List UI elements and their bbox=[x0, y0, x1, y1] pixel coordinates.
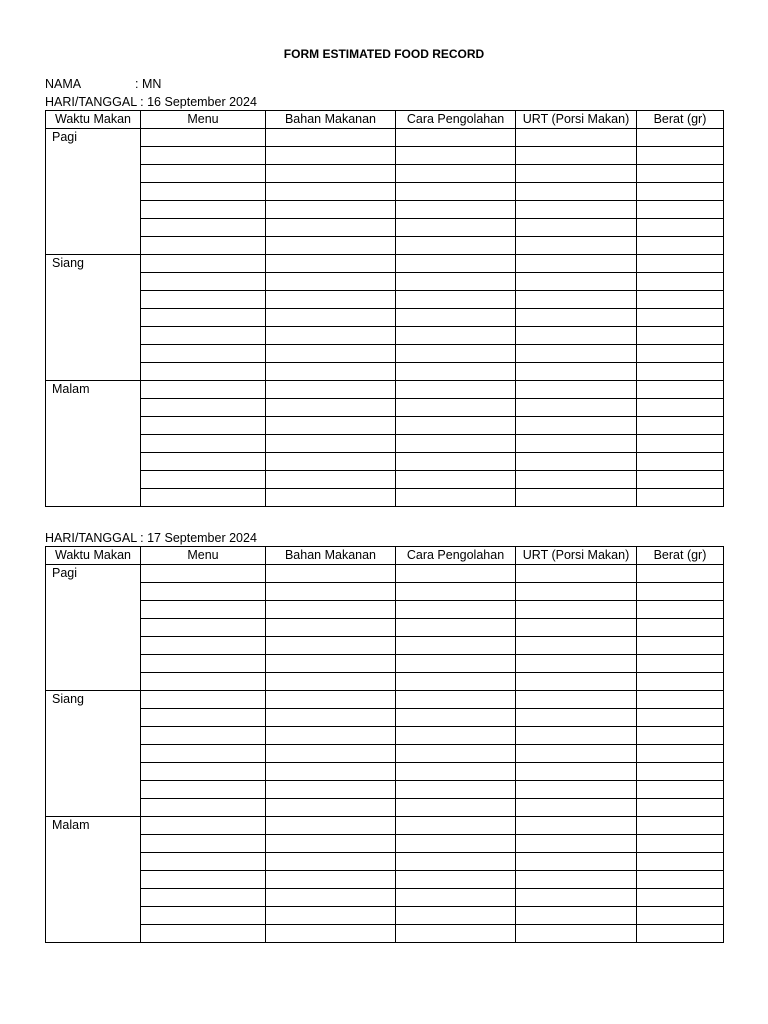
entry-cell[interactable] bbox=[396, 871, 516, 889]
table-row bbox=[46, 583, 724, 601]
entry-cell[interactable] bbox=[141, 345, 266, 363]
entry-cell[interactable] bbox=[141, 853, 266, 871]
entry-cell[interactable] bbox=[396, 435, 516, 453]
entry-cell[interactable] bbox=[396, 799, 516, 817]
entry-cell[interactable] bbox=[637, 583, 724, 601]
entry-cell[interactable] bbox=[516, 763, 637, 781]
entry-cell[interactable] bbox=[141, 835, 266, 853]
entry-cell[interactable] bbox=[516, 237, 637, 255]
entry-cell[interactable] bbox=[396, 399, 516, 417]
table-row bbox=[46, 871, 724, 889]
entry-cell[interactable] bbox=[396, 709, 516, 727]
col-menu: Menu bbox=[141, 111, 266, 129]
entry-cell[interactable] bbox=[516, 673, 637, 691]
entry-cell[interactable] bbox=[396, 601, 516, 619]
entry-cell[interactable] bbox=[637, 763, 724, 781]
entry-cell[interactable] bbox=[141, 273, 266, 291]
table-row bbox=[46, 489, 724, 507]
col-urt: URT (Porsi Makan) bbox=[516, 111, 637, 129]
entry-cell[interactable] bbox=[266, 709, 396, 727]
entry-cell[interactable] bbox=[266, 853, 396, 871]
header-row bbox=[46, 111, 724, 129]
entry-cell[interactable] bbox=[637, 327, 724, 345]
table-row bbox=[46, 907, 724, 925]
entry-cell[interactable] bbox=[396, 237, 516, 255]
entry-cell[interactable] bbox=[396, 255, 516, 273]
entry-cell[interactable] bbox=[396, 925, 516, 943]
name-value: : MN bbox=[135, 77, 162, 91]
entry-cell[interactable] bbox=[637, 673, 724, 691]
entry-cell[interactable] bbox=[396, 489, 516, 507]
entry-cell[interactable] bbox=[516, 853, 637, 871]
entry-cell[interactable] bbox=[141, 565, 266, 583]
entry-cell[interactable] bbox=[637, 853, 724, 871]
entry-cell[interactable] bbox=[141, 489, 266, 507]
entry-cell[interactable] bbox=[637, 655, 724, 673]
entry-cell[interactable] bbox=[266, 327, 396, 345]
table-row bbox=[46, 471, 724, 489]
entry-cell[interactable] bbox=[266, 381, 396, 399]
col-urt: URT (Porsi Makan) bbox=[516, 547, 637, 565]
entry-cell[interactable] bbox=[516, 417, 637, 435]
entry-cell[interactable] bbox=[266, 619, 396, 637]
entry-cell[interactable] bbox=[266, 237, 396, 255]
table-row bbox=[46, 709, 724, 727]
entry-cell[interactable] bbox=[266, 601, 396, 619]
table-row bbox=[46, 565, 724, 583]
entry-cell[interactable] bbox=[141, 255, 266, 273]
entry-cell[interactable] bbox=[637, 255, 724, 273]
table-row bbox=[46, 835, 724, 853]
entry-cell[interactable] bbox=[266, 201, 396, 219]
entry-cell[interactable] bbox=[637, 201, 724, 219]
entry-cell[interactable] bbox=[266, 799, 396, 817]
entry-cell[interactable] bbox=[266, 219, 396, 237]
table-row bbox=[46, 435, 724, 453]
table-row bbox=[46, 799, 724, 817]
entry-cell[interactable] bbox=[141, 435, 266, 453]
entry-cell[interactable] bbox=[141, 601, 266, 619]
table-row bbox=[46, 781, 724, 799]
entry-cell[interactable] bbox=[141, 619, 266, 637]
entry-cell[interactable] bbox=[141, 925, 266, 943]
entry-cell[interactable] bbox=[396, 691, 516, 709]
entry-cell[interactable] bbox=[141, 673, 266, 691]
table-row bbox=[46, 763, 724, 781]
entry-cell[interactable] bbox=[266, 835, 396, 853]
entry-cell[interactable] bbox=[637, 871, 724, 889]
col-menu: Menu bbox=[141, 547, 266, 565]
entry-cell[interactable] bbox=[516, 781, 637, 799]
day-section-2 bbox=[45, 530, 723, 943]
entry-cell[interactable] bbox=[516, 619, 637, 637]
entry-cell[interactable] bbox=[516, 399, 637, 417]
entry-cell[interactable] bbox=[637, 637, 724, 655]
entry-cell[interactable] bbox=[637, 889, 724, 907]
entry-cell[interactable] bbox=[516, 835, 637, 853]
entry-cell[interactable] bbox=[266, 727, 396, 745]
entry-cell[interactable] bbox=[396, 817, 516, 835]
col-waktu-makan: Waktu Makan bbox=[46, 111, 141, 129]
table-row bbox=[46, 655, 724, 673]
entry-cell[interactable] bbox=[141, 363, 266, 381]
meal-time-cell: Malam bbox=[46, 817, 141, 943]
entry-cell[interactable] bbox=[266, 673, 396, 691]
meal-time-cell: Malam bbox=[46, 381, 141, 507]
entry-cell[interactable] bbox=[516, 583, 637, 601]
entry-cell[interactable] bbox=[396, 907, 516, 925]
entry-cell[interactable] bbox=[266, 889, 396, 907]
entry-cell[interactable] bbox=[266, 817, 396, 835]
entry-cell[interactable] bbox=[637, 691, 724, 709]
entry-cell[interactable] bbox=[396, 147, 516, 165]
entry-cell[interactable] bbox=[266, 309, 396, 327]
table-row bbox=[46, 183, 724, 201]
food-record-table bbox=[45, 110, 724, 507]
table-row bbox=[46, 691, 724, 709]
entry-cell[interactable] bbox=[637, 291, 724, 309]
entry-cell[interactable] bbox=[516, 925, 637, 943]
entry-cell[interactable] bbox=[637, 237, 724, 255]
entry-cell[interactable] bbox=[637, 417, 724, 435]
entry-cell[interactable] bbox=[637, 817, 724, 835]
table-row bbox=[46, 673, 724, 691]
entry-cell[interactable] bbox=[396, 655, 516, 673]
entry-cell[interactable] bbox=[516, 637, 637, 655]
entry-cell[interactable] bbox=[266, 691, 396, 709]
entry-cell[interactable] bbox=[516, 381, 637, 399]
entry-cell[interactable] bbox=[396, 129, 516, 147]
col-bahan-makanan: Bahan Makanan bbox=[266, 547, 396, 565]
entry-cell[interactable] bbox=[141, 471, 266, 489]
entry-cell[interactable] bbox=[396, 417, 516, 435]
entry-cell[interactable] bbox=[396, 471, 516, 489]
entry-cell[interactable] bbox=[637, 619, 724, 637]
entry-cell[interactable] bbox=[516, 745, 637, 763]
entry-cell[interactable] bbox=[141, 655, 266, 673]
table-row bbox=[46, 925, 724, 943]
entry-cell[interactable] bbox=[141, 183, 266, 201]
entry-cell[interactable] bbox=[637, 165, 724, 183]
entry-cell[interactable] bbox=[396, 183, 516, 201]
entry-cell[interactable] bbox=[396, 853, 516, 871]
entry-cell[interactable] bbox=[637, 835, 724, 853]
entry-cell[interactable] bbox=[516, 799, 637, 817]
col-bahan-makanan: Bahan Makanan bbox=[266, 111, 396, 129]
entry-cell[interactable] bbox=[637, 799, 724, 817]
entry-cell[interactable] bbox=[516, 817, 637, 835]
entry-cell[interactable] bbox=[266, 471, 396, 489]
entry-cell[interactable] bbox=[637, 565, 724, 583]
entry-cell[interactable] bbox=[141, 583, 266, 601]
entry-cell[interactable] bbox=[266, 291, 396, 309]
col-berat: Berat (gr) bbox=[637, 547, 724, 565]
table-row bbox=[46, 273, 724, 291]
entry-cell[interactable] bbox=[141, 309, 266, 327]
entry-cell[interactable] bbox=[141, 237, 266, 255]
entry-cell[interactable] bbox=[516, 565, 637, 583]
entry-cell[interactable] bbox=[637, 727, 724, 745]
table-row bbox=[46, 637, 724, 655]
entry-cell[interactable] bbox=[266, 763, 396, 781]
name-label: NAMA bbox=[45, 77, 82, 91]
entry-cell[interactable] bbox=[637, 381, 724, 399]
entry-cell[interactable] bbox=[266, 907, 396, 925]
entry-cell[interactable] bbox=[141, 327, 266, 345]
table-row bbox=[46, 165, 724, 183]
table-row bbox=[46, 345, 724, 363]
entry-cell[interactable] bbox=[637, 435, 724, 453]
day-section-1 bbox=[45, 94, 723, 507]
entry-cell[interactable] bbox=[637, 471, 724, 489]
table-row bbox=[46, 853, 724, 871]
entry-cell[interactable] bbox=[396, 727, 516, 745]
entry-cell[interactable] bbox=[396, 637, 516, 655]
entry-cell[interactable] bbox=[637, 363, 724, 381]
entry-cell[interactable] bbox=[141, 691, 266, 709]
table-row bbox=[46, 147, 724, 165]
entry-cell[interactable] bbox=[516, 219, 637, 237]
entry-cell[interactable] bbox=[266, 745, 396, 763]
entry-cell[interactable] bbox=[516, 183, 637, 201]
col-cara-pengolahan: Cara Pengolahan bbox=[396, 111, 516, 129]
entry-cell[interactable] bbox=[266, 147, 396, 165]
entry-cell[interactable] bbox=[516, 255, 637, 273]
meal-time-cell: Siang bbox=[46, 691, 141, 817]
entry-cell[interactable] bbox=[141, 763, 266, 781]
date-line: HARI/TANGGAL : 17 September 2024 bbox=[45, 531, 257, 545]
entry-cell[interactable] bbox=[637, 745, 724, 763]
entry-cell[interactable] bbox=[141, 907, 266, 925]
meal-time-cell: Siang bbox=[46, 255, 141, 381]
entry-cell[interactable] bbox=[637, 907, 724, 925]
table-row bbox=[46, 201, 724, 219]
entry-cell[interactable] bbox=[266, 255, 396, 273]
entry-cell[interactable] bbox=[637, 129, 724, 147]
table-row bbox=[46, 817, 724, 835]
table-row bbox=[46, 255, 724, 273]
entry-cell[interactable] bbox=[516, 709, 637, 727]
entry-cell[interactable] bbox=[141, 399, 266, 417]
entry-cell[interactable] bbox=[637, 489, 724, 507]
entry-cell[interactable] bbox=[637, 601, 724, 619]
entry-cell[interactable] bbox=[637, 219, 724, 237]
col-waktu-makan: Waktu Makan bbox=[46, 547, 141, 565]
entry-cell[interactable] bbox=[516, 273, 637, 291]
entry-cell[interactable] bbox=[396, 745, 516, 763]
entry-cell[interactable] bbox=[266, 583, 396, 601]
entry-cell[interactable] bbox=[266, 781, 396, 799]
entry-cell[interactable] bbox=[141, 745, 266, 763]
entry-cell[interactable] bbox=[266, 129, 396, 147]
entry-cell[interactable] bbox=[141, 219, 266, 237]
entry-cell[interactable] bbox=[266, 565, 396, 583]
entry-cell[interactable] bbox=[141, 129, 266, 147]
col-berat: Berat (gr) bbox=[637, 111, 724, 129]
entry-cell[interactable] bbox=[396, 453, 516, 471]
entry-cell[interactable] bbox=[141, 291, 266, 309]
entry-cell[interactable] bbox=[396, 781, 516, 799]
entry-cell[interactable] bbox=[141, 727, 266, 745]
entry-cell[interactable] bbox=[637, 309, 724, 327]
entry-cell[interactable] bbox=[141, 381, 266, 399]
entry-cell[interactable] bbox=[266, 489, 396, 507]
entry-cell[interactable] bbox=[266, 871, 396, 889]
entry-cell[interactable] bbox=[141, 799, 266, 817]
entry-cell[interactable] bbox=[516, 327, 637, 345]
entry-cell[interactable] bbox=[516, 165, 637, 183]
entry-cell[interactable] bbox=[396, 619, 516, 637]
entry-cell[interactable] bbox=[516, 889, 637, 907]
entry-cell[interactable] bbox=[516, 129, 637, 147]
entry-cell[interactable] bbox=[141, 637, 266, 655]
entry-cell[interactable] bbox=[266, 345, 396, 363]
entry-cell[interactable] bbox=[637, 453, 724, 471]
entry-cell[interactable] bbox=[396, 201, 516, 219]
entry-cell[interactable] bbox=[637, 183, 724, 201]
entry-cell[interactable] bbox=[141, 889, 266, 907]
entry-cell[interactable] bbox=[396, 345, 516, 363]
entry-cell[interactable] bbox=[396, 273, 516, 291]
table-row bbox=[46, 417, 724, 435]
entry-cell[interactable] bbox=[141, 201, 266, 219]
entry-cell[interactable] bbox=[266, 637, 396, 655]
entry-cell[interactable] bbox=[516, 601, 637, 619]
entry-cell[interactable] bbox=[266, 655, 396, 673]
table-row bbox=[46, 237, 724, 255]
entry-cell[interactable] bbox=[396, 291, 516, 309]
form-title: FORM ESTIMATED FOOD RECORD bbox=[283, 47, 485, 61]
entry-cell[interactable] bbox=[516, 453, 637, 471]
entry-cell[interactable] bbox=[516, 201, 637, 219]
table-row bbox=[46, 129, 724, 147]
entry-cell[interactable] bbox=[396, 673, 516, 691]
table-row bbox=[46, 309, 724, 327]
entry-cell[interactable] bbox=[141, 781, 266, 799]
table-row bbox=[46, 619, 724, 637]
entry-cell[interactable] bbox=[396, 363, 516, 381]
entry-cell[interactable] bbox=[396, 565, 516, 583]
entry-cell[interactable] bbox=[141, 165, 266, 183]
entry-cell[interactable] bbox=[266, 273, 396, 291]
entry-cell[interactable] bbox=[141, 417, 266, 435]
entry-cell[interactable] bbox=[266, 453, 396, 471]
meal-time-cell: Pagi bbox=[46, 129, 141, 255]
entry-cell[interactable] bbox=[637, 399, 724, 417]
entry-cell[interactable] bbox=[516, 691, 637, 709]
entry-cell[interactable] bbox=[396, 583, 516, 601]
table-row bbox=[46, 453, 724, 471]
entry-cell[interactable] bbox=[396, 381, 516, 399]
entry-cell[interactable] bbox=[516, 907, 637, 925]
entry-cell[interactable] bbox=[396, 835, 516, 853]
entry-cell[interactable] bbox=[396, 309, 516, 327]
entry-cell[interactable] bbox=[396, 219, 516, 237]
entry-cell[interactable] bbox=[396, 889, 516, 907]
entry-cell[interactable] bbox=[516, 727, 637, 745]
table-row bbox=[46, 327, 724, 345]
col-cara-pengolahan: Cara Pengolahan bbox=[396, 547, 516, 565]
date-line: HARI/TANGGAL : 16 September 2024 bbox=[45, 95, 257, 109]
header-row bbox=[46, 547, 724, 565]
table-row bbox=[46, 727, 724, 745]
entry-cell[interactable] bbox=[266, 165, 396, 183]
entry-cell[interactable] bbox=[637, 925, 724, 943]
entry-cell[interactable] bbox=[516, 655, 637, 673]
entry-cell[interactable] bbox=[266, 925, 396, 943]
entry-cell[interactable] bbox=[266, 435, 396, 453]
table-row bbox=[46, 399, 724, 417]
entry-cell[interactable] bbox=[516, 309, 637, 327]
entry-cell[interactable] bbox=[516, 345, 637, 363]
entry-cell[interactable] bbox=[516, 489, 637, 507]
entry-cell[interactable] bbox=[141, 709, 266, 727]
table-row bbox=[46, 381, 724, 399]
entry-cell[interactable] bbox=[141, 817, 266, 835]
entry-cell[interactable] bbox=[266, 417, 396, 435]
table-row bbox=[46, 363, 724, 381]
entry-cell[interactable] bbox=[637, 345, 724, 363]
entry-cell[interactable] bbox=[516, 871, 637, 889]
entry-cell[interactable] bbox=[396, 763, 516, 781]
entry-cell[interactable] bbox=[637, 781, 724, 799]
entry-cell[interactable] bbox=[637, 147, 724, 165]
food-record-table bbox=[45, 546, 724, 943]
table-row bbox=[46, 745, 724, 763]
entry-cell[interactable] bbox=[516, 291, 637, 309]
entry-cell[interactable] bbox=[396, 165, 516, 183]
entry-cell[interactable] bbox=[516, 147, 637, 165]
entry-cell[interactable] bbox=[396, 327, 516, 345]
entry-cell[interactable] bbox=[266, 399, 396, 417]
table-row bbox=[46, 219, 724, 237]
entry-cell[interactable] bbox=[516, 363, 637, 381]
entry-cell[interactable] bbox=[637, 273, 724, 291]
entry-cell[interactable] bbox=[516, 435, 637, 453]
entry-cell[interactable] bbox=[141, 871, 266, 889]
table-row bbox=[46, 889, 724, 907]
name-row bbox=[45, 76, 161, 92]
entry-cell[interactable] bbox=[141, 147, 266, 165]
entry-cell[interactable] bbox=[266, 183, 396, 201]
entry-cell[interactable] bbox=[141, 453, 266, 471]
entry-cell[interactable] bbox=[516, 471, 637, 489]
meal-time-cell: Pagi bbox=[46, 565, 141, 691]
table-row bbox=[46, 291, 724, 309]
entry-cell[interactable] bbox=[637, 709, 724, 727]
entry-cell[interactable] bbox=[266, 363, 396, 381]
table-row bbox=[46, 601, 724, 619]
